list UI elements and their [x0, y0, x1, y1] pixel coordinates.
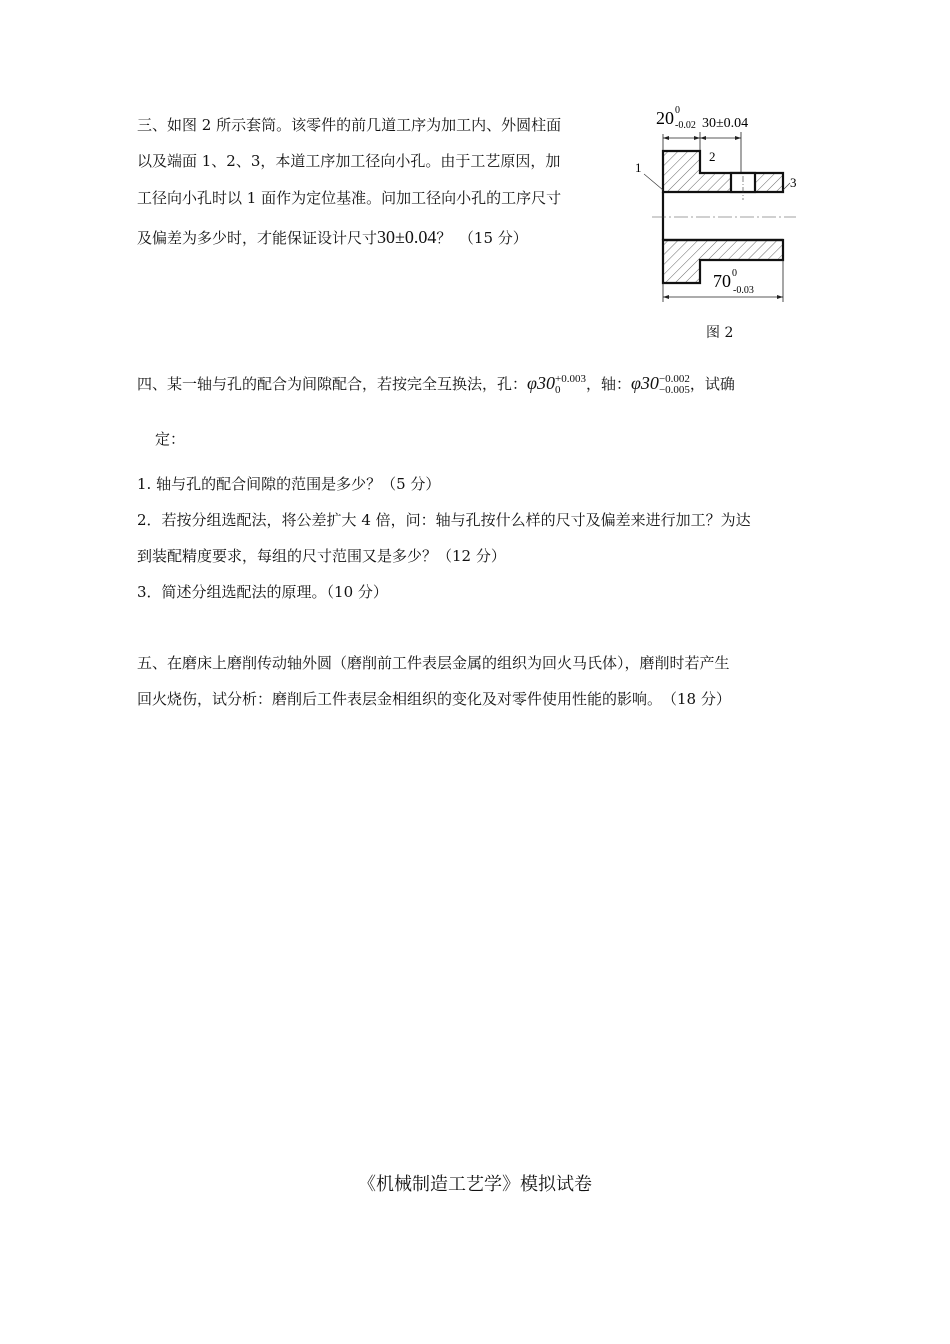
- design-dimension: 30±0.04: [377, 227, 437, 247]
- q5-line-1: 五、在磨床上磨削传动轴外圆（磨削前工件表层金属的组织为回火马氏体），磨削时若产生: [137, 654, 730, 672]
- shaft-tolerance: [659, 374, 690, 396]
- dim-70-base: 70: [713, 271, 731, 291]
- q3-line-4-suffix: ？ （15 分）: [436, 229, 528, 247]
- dim-20-sup: 0: [675, 105, 680, 116]
- dim-30: 30±0.04: [702, 116, 749, 131]
- face-label-1: 1: [635, 160, 642, 175]
- face-label-3: 3: [790, 175, 797, 190]
- face-label-2: 2: [709, 149, 716, 164]
- q4-item-3: 3．简述分组选配法的原理。（10 分）: [137, 583, 388, 601]
- q3-line-3: 工径向小孔时以 1 面作为定位基准。问加工径向小孔的工序尺寸: [137, 189, 562, 207]
- q4-intro-mid: ，轴：: [585, 375, 631, 393]
- q4-intro-suffix: ，试确: [689, 375, 735, 393]
- q3-line-4: [137, 226, 528, 249]
- q4-item-1: 1. 轴与孔的配合间隙的范围是多少？（5 分）: [137, 475, 441, 493]
- q3-line-4-prefix: 及偏差为多少时，才能保证设计尺寸: [137, 229, 378, 247]
- hole-lower-deviation: 0: [554, 384, 561, 396]
- dim-20-sub: -0.02: [675, 120, 696, 131]
- q3-line-1: 三、如图 2 所示套筒。该零件的前几道工序为加工内、外圆柱面: [137, 116, 562, 134]
- q4-item-2-line-1: 2．若按分组选配法，将公差扩大 4 倍，问：轴与孔按什么样的尺寸及偏差来进行加工？为达: [137, 511, 751, 529]
- dim-70-sup: 0: [732, 268, 737, 279]
- q4-intro: [137, 372, 735, 396]
- shaft-upper-deviation: −0.002: [658, 373, 690, 385]
- hole-dimension-base: φ30: [527, 373, 555, 393]
- q5-line-2: 回火烧伤，试分析：磨削后工件表层金相组织的变化及对零件使用性能的影响。 （18 分）: [137, 690, 731, 708]
- shaft-lower-deviation: −0.005: [658, 384, 690, 396]
- sleeve-upper-section: [663, 151, 783, 192]
- sleeve-drawing-figure: [630, 100, 810, 310]
- shaft-dimension-base: φ30: [630, 373, 659, 393]
- q4-intro-prefix: 四、某一轴与孔的配合为间隙配合，若按完全互换法，孔：: [137, 375, 528, 393]
- q4-item-2-line-2: 到装配精度要求，每组的尺寸范围又是多少？（12 分）: [137, 547, 506, 565]
- figure-caption: 图 2: [706, 325, 734, 341]
- q4-intro-cont: 定：: [155, 430, 186, 448]
- q3-line-2: 以及端面 1、2、3，本道工序加工径向小孔。由于工艺原因，加: [137, 152, 561, 170]
- exam-title: 《机械制造工艺学》模拟试卷: [358, 1174, 592, 1195]
- hole-tolerance: [555, 374, 586, 396]
- hole-upper-deviation: +0.003: [554, 373, 586, 385]
- dim-70-sub: -0.03: [733, 285, 754, 296]
- dim-20-base: 20: [656, 108, 674, 128]
